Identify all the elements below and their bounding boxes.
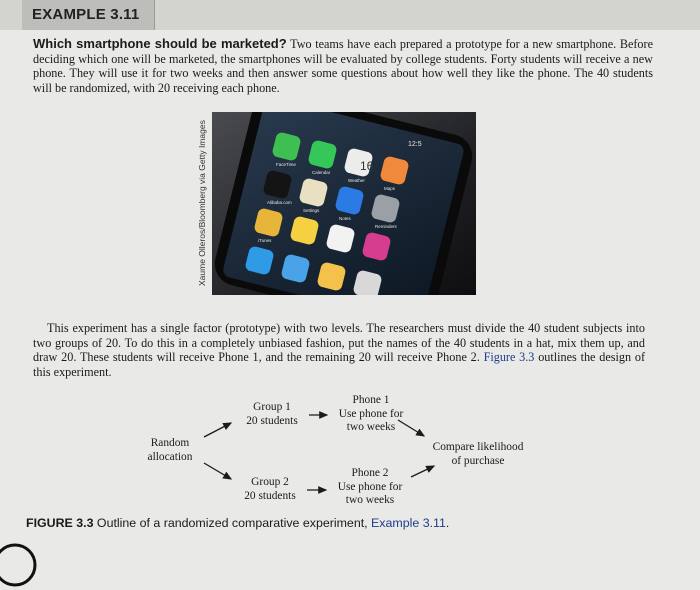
smartphone-illustration: [212, 112, 476, 295]
app-label: Settings: [303, 208, 320, 213]
group2-box: [234, 476, 306, 503]
arrow-to-group2: [204, 463, 231, 479]
design-paragraph: [33, 321, 645, 379]
app-label: iTunes: [258, 238, 272, 243]
phone2-use: Use phone for: [337, 480, 403, 493]
calendar-date: 16: [360, 159, 374, 173]
intro-lead: Which smartphone should be marketed?: [33, 36, 287, 51]
figure-number: FIGURE 3.3: [26, 516, 94, 530]
figure-text: Outline of a randomized comparative experiment,: [93, 516, 372, 530]
app-label: Notes: [339, 216, 351, 221]
app-label: Maps: [384, 186, 396, 191]
design-body: This experiment has a single factor (prototype) with two levels. The researchers must divide the 40 student subjects into two groups of 20. To do this in a completely unbiased fashion, put the names of the 40 students in a hat, mix them up, and draw 20. These students will receive Phone 1, and the remaining 20 will receive Phone 2.: [33, 321, 645, 365]
status-time: 12:5: [408, 141, 422, 148]
phone2-box: [326, 467, 414, 508]
phone2-label: Phone 2: [351, 467, 389, 479]
figure-caption: [26, 516, 449, 530]
example-label: EXAMPLE 3.11: [32, 6, 140, 23]
group2-label: Group 2: [251, 476, 289, 488]
phone1-use: Use phone for: [338, 407, 404, 420]
group1-size: 20 students: [246, 414, 298, 427]
compare-label: Compare likelihood: [432, 441, 524, 453]
app-label: FaceTime: [276, 162, 296, 167]
random-allocation-label: [138, 437, 202, 464]
group2-size: 20 students: [244, 489, 296, 502]
app-label: Reminders: [375, 224, 397, 229]
phone2-duration: two weeks: [345, 494, 395, 506]
group1-label: Group 1: [253, 401, 291, 413]
page-corner-icon: [0, 540, 40, 590]
app-label: Weather: [348, 178, 365, 183]
allocation-label: allocation: [147, 450, 193, 463]
intro-body: Two teams have each prepared a prototype for a new smartphone. Before deciding which one will be marketed, the smartphones will be evaluated by college students. Forty students will receive a new phone. They will use it for two weeks and then answer some questions about how well they like the phone. The 40 students will be randomized, with 20 receiving each phone.: [33, 37, 653, 95]
intro-paragraph: [33, 37, 653, 95]
photo-credit: Xaume Olleros/Bloomberg via Getty Images: [197, 120, 207, 287]
arrow-to-group1: [204, 423, 231, 437]
phone1-box: [327, 394, 415, 435]
design-tail: outlines the design of this experiment.: [33, 350, 645, 379]
purchase-label: of purchase: [451, 454, 505, 467]
smartphone-photo: [212, 112, 476, 295]
compare-box: [420, 441, 536, 468]
phone1-label: Phone 1: [352, 394, 390, 406]
app-label: Alibaba.com: [267, 200, 292, 205]
group1-box: [236, 401, 308, 428]
example-link[interactable]: Example 3.11: [371, 516, 446, 530]
random-label: Random: [150, 437, 190, 449]
app-label: Calendar: [312, 170, 331, 175]
caption-end: .: [445, 516, 450, 530]
phone1-duration: two weeks: [346, 421, 396, 433]
figure-link[interactable]: Figure 3.3: [483, 350, 535, 365]
